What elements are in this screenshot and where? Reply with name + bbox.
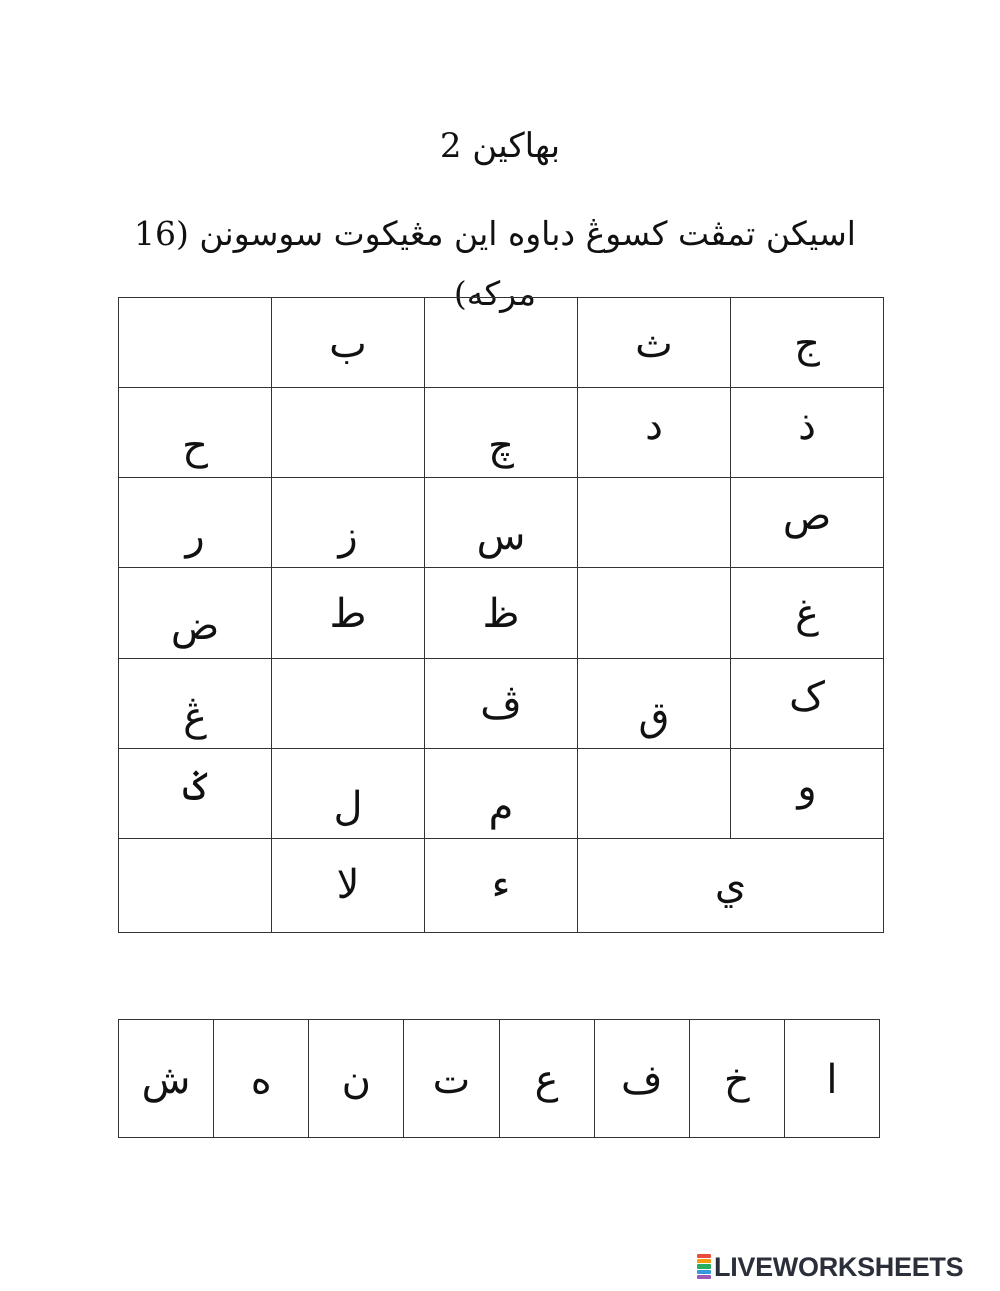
word-bank-row — [119, 1020, 880, 1138]
grid-letter: ح — [182, 423, 208, 470]
grid-cell — [425, 658, 578, 748]
logo-stripe — [697, 1264, 711, 1268]
word-bank-item[interactable]: ف — [594, 1020, 689, 1138]
grid-cell-blank[interactable] — [272, 388, 425, 478]
grid-cell — [272, 568, 425, 658]
grid-letter: ز — [338, 513, 358, 560]
grid-letter: ط — [329, 591, 367, 638]
word-bank-item[interactable]: ت — [404, 1020, 499, 1138]
grid-cell-merged — [578, 838, 884, 932]
grid-cell — [578, 388, 731, 478]
word-bank-item[interactable]: ا — [784, 1020, 879, 1138]
grid-cell — [119, 478, 272, 568]
logo-mark-icon — [697, 1254, 711, 1280]
grid-cell — [578, 658, 731, 748]
grid-letter: س — [476, 513, 526, 560]
grid-row — [119, 838, 884, 932]
grid-cell-blank[interactable] — [425, 298, 578, 388]
grid-letter: ء — [491, 861, 511, 908]
grid-letter: ل — [333, 783, 363, 830]
grid-cell — [578, 298, 731, 388]
logo-stripe — [697, 1259, 711, 1263]
grid-letter: ذ — [798, 403, 816, 450]
grid-cell — [425, 568, 578, 658]
grid-cell-blank[interactable] — [272, 658, 425, 748]
grid-letter: ظ — [482, 591, 520, 638]
grid-cell-blank[interactable] — [578, 568, 731, 658]
grid-cell — [119, 658, 272, 748]
word-bank-item[interactable]: ه — [214, 1020, 309, 1138]
grid-cell — [731, 298, 884, 388]
grid-cell — [119, 568, 272, 658]
grid-cell-blank[interactable] — [119, 838, 272, 932]
grid-letter: و — [797, 763, 817, 810]
grid-letter: لا — [336, 861, 360, 908]
grid-cell — [119, 388, 272, 478]
grid-cell — [731, 658, 884, 748]
grid-letter: م — [488, 783, 514, 830]
word-bank-item[interactable]: ن — [309, 1020, 404, 1138]
grid-cell — [119, 748, 272, 838]
grid-letter: ص — [782, 493, 832, 540]
grid-cell — [425, 478, 578, 568]
grid-cell — [731, 478, 884, 568]
word-bank-item[interactable]: ش — [119, 1020, 214, 1138]
grid-cell — [272, 748, 425, 838]
grid-letter: ق — [638, 693, 670, 740]
grid-cell — [425, 388, 578, 478]
grid-cell — [731, 388, 884, 478]
grid-letter: ڤ — [480, 681, 522, 728]
grid-cell — [272, 478, 425, 568]
grid-letter: ض — [170, 603, 220, 650]
logo-text: LIVEWORKSHEETS — [714, 1251, 964, 1282]
grid-row — [119, 478, 884, 568]
grid-letter: چ — [488, 423, 514, 470]
grid-cell-blank[interactable] — [578, 748, 731, 838]
grid-cell — [272, 838, 425, 932]
worksheet-title: بهاكين 2 — [439, 126, 561, 166]
grid-cell — [731, 748, 884, 838]
grid-letter: د — [645, 403, 663, 450]
grid-cell — [425, 748, 578, 838]
grid-row — [119, 388, 884, 478]
grid-cell — [731, 568, 884, 658]
letter-grid — [118, 297, 884, 933]
grid-letter: ب — [329, 321, 367, 367]
grid-letter: ݢ — [183, 763, 207, 810]
logo-stripe — [697, 1275, 711, 1279]
grid-cell — [272, 298, 425, 388]
grid-cell-blank[interactable] — [578, 478, 731, 568]
grid-letter: غ — [795, 591, 819, 638]
logo-stripe — [697, 1254, 711, 1258]
grid-cell — [425, 838, 578, 932]
liveworksheets-logo[interactable] — [697, 1252, 963, 1282]
word-bank-item[interactable]: خ — [689, 1020, 784, 1138]
word-bank — [118, 1019, 880, 1138]
grid-letter: ڠ — [183, 693, 207, 740]
grid-letter: ث — [635, 321, 673, 367]
logo-stripe — [697, 1270, 711, 1274]
grid-row — [119, 568, 884, 658]
grid-letter: ي — [714, 861, 747, 908]
grid-letter: ک — [789, 673, 825, 720]
grid-row — [119, 658, 884, 748]
grid-row — [119, 298, 884, 388]
grid-letter: ج — [794, 321, 820, 367]
grid-letter: ر — [185, 513, 205, 560]
grid-row — [119, 748, 884, 838]
instruction-text: اسيكن تمڤت كسوڠ دباوه اين مڠيکوت سوسونن (16 مركه) — [134, 214, 856, 313]
word-bank-item[interactable]: ع — [499, 1020, 594, 1138]
grid-cell-blank[interactable] — [119, 298, 272, 388]
